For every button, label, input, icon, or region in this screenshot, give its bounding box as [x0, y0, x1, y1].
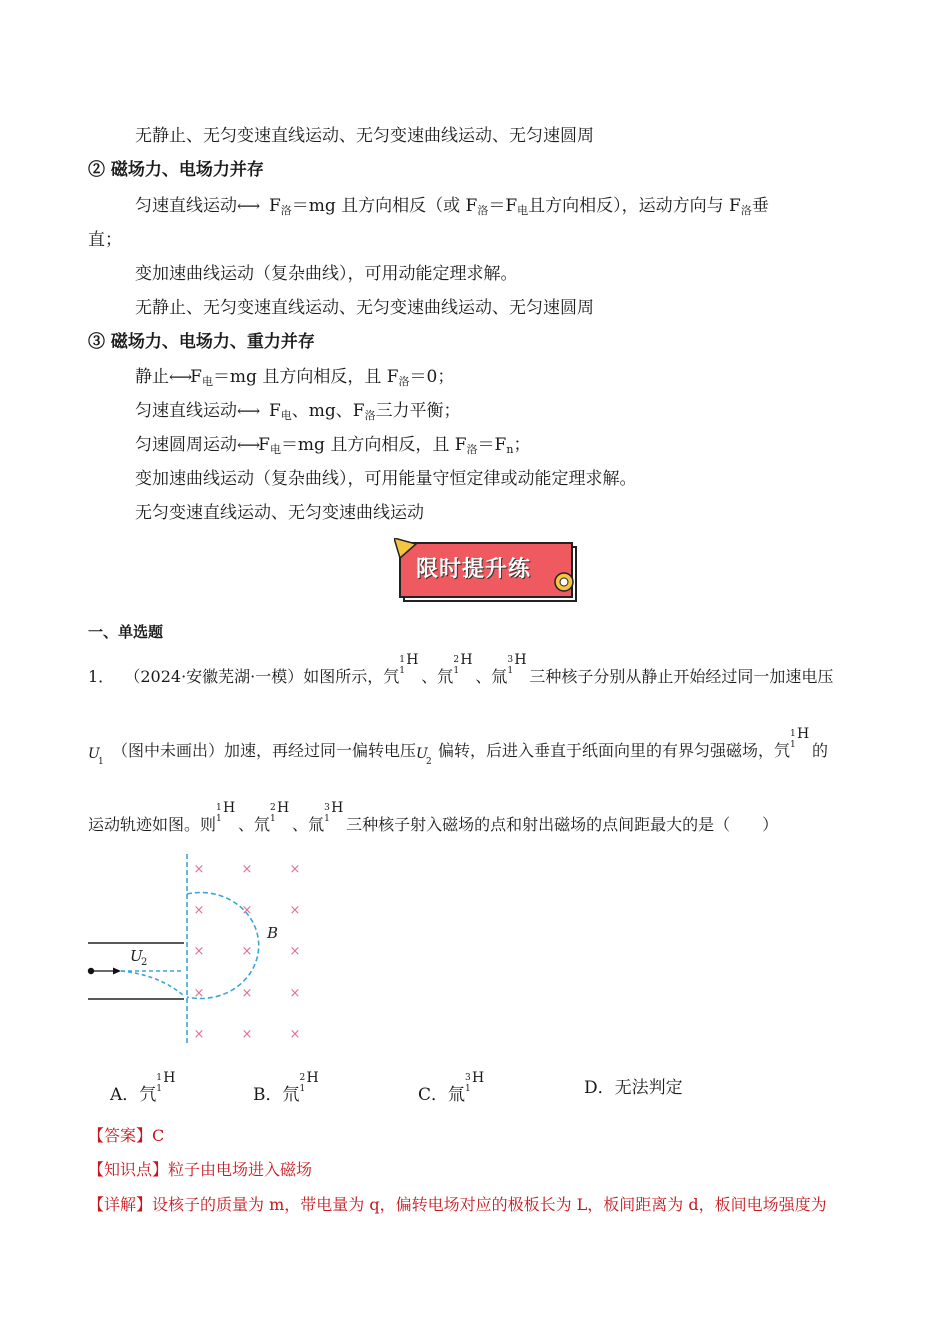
- element-symbol: H: [306, 1070, 319, 1086]
- atomic-number: 1: [299, 1084, 306, 1094]
- intro-line: 无静止、无匀变速直线运动、无匀变速曲线运动、无匀速圆周: [135, 126, 594, 146]
- text: U: [416, 746, 428, 762]
- subscript: 电: [517, 204, 529, 217]
- element-symbol: H: [472, 1070, 485, 1086]
- option-text: 氘: [282, 1085, 300, 1105]
- double-arrow-icon: ←→: [169, 368, 191, 386]
- nuclide-h3: [465, 1070, 487, 1100]
- section-label: 一、单选题: [88, 623, 164, 641]
- detail-line: 【详解】设核子的质量为 m，带电量为 q，偏转电场对应的极板长为 L，板间距离为 d，板间电场强度为: [88, 1195, 827, 1214]
- option-c[interactable]: [418, 1070, 487, 1107]
- option-text: 氚: [448, 1085, 466, 1105]
- text: 、: [292, 815, 309, 834]
- field-cross: ×: [241, 1027, 253, 1042]
- atomic-number: 1: [399, 666, 406, 676]
- nuclide-h2: [270, 800, 292, 830]
- uniform-circular-line: [135, 433, 530, 462]
- option-letter: C．: [418, 1085, 449, 1105]
- text: 垂: [751, 196, 769, 216]
- text: F: [190, 367, 202, 387]
- text: 静止: [135, 367, 169, 387]
- subscript: 2: [426, 757, 432, 767]
- question-line-1: [88, 652, 834, 689]
- velocity-arrow-icon: [113, 968, 121, 975]
- subscript: 电: [280, 409, 292, 422]
- none-motion-line: 无静止、无匀变速直线运动、无匀变速曲线运动、无匀速圆周: [135, 298, 594, 318]
- nuclide-h3: [324, 800, 346, 830]
- energy-line: 变加速曲线运动（复杂曲线），可用能量守恒定律或动能定理求解。: [135, 469, 637, 489]
- question-number: 1．: [88, 667, 115, 686]
- mass-number: 1: [790, 729, 796, 739]
- element-symbol: H: [406, 652, 419, 668]
- text: 、: [421, 667, 438, 686]
- option-letter: A．: [110, 1085, 140, 1105]
- text: 匀速直线运动: [135, 401, 237, 421]
- text: 、mg、F: [291, 401, 365, 421]
- field-cross: ×: [289, 986, 301, 1001]
- subscript: 电: [201, 375, 213, 388]
- mass-number: 1: [156, 1073, 163, 1083]
- double-arrow-icon: ←→: [237, 402, 259, 420]
- knowledge-line: 【知识点】粒子由电场进入磁场: [88, 1160, 313, 1179]
- text: F: [258, 435, 270, 455]
- double-arrow-icon: ←→: [237, 197, 259, 215]
- subscript: n: [506, 443, 514, 456]
- element-symbol: H: [277, 800, 290, 816]
- mass-number: 2: [270, 803, 276, 813]
- mass-number: 3: [324, 803, 330, 813]
- deflected-path: [121, 971, 184, 996]
- text: ＝mg 且方向相反（或 F: [291, 196, 478, 216]
- text: 匀速直线运动: [135, 196, 237, 216]
- option-d[interactable]: [584, 1076, 683, 1100]
- mass-number: 1: [216, 803, 222, 813]
- element-symbol: H: [514, 652, 527, 668]
- field-crosses: [194, 862, 301, 1042]
- field-cross: ×: [289, 903, 301, 918]
- double-arrow-icon: ←→: [237, 436, 259, 454]
- uniform-linear-line: [135, 399, 461, 428]
- text: 三种核子分别从静止开始经过同一加速电压: [529, 667, 834, 686]
- element-symbol: H: [163, 1070, 176, 1086]
- option-text: 无法判定: [614, 1078, 683, 1098]
- field-cross: ×: [241, 903, 253, 918]
- field-cross: ×: [289, 944, 301, 959]
- atomic-number: 1: [453, 666, 460, 676]
- text: 、: [238, 815, 255, 834]
- option-letter: B．: [253, 1085, 283, 1105]
- field-cross: ×: [241, 986, 253, 1001]
- nuclide-h1: [399, 652, 421, 682]
- atomic-number: 1: [465, 1084, 471, 1094]
- text: F: [268, 401, 281, 421]
- element-symbol: H: [223, 800, 236, 816]
- text: ＝mg 且方向相反，且 F: [280, 435, 467, 455]
- atomic-number: 1: [790, 740, 796, 750]
- option-b[interactable]: [253, 1070, 322, 1107]
- text: 氚: [308, 815, 325, 834]
- atomic-number: 1: [270, 814, 276, 824]
- option-letter: D．: [584, 1078, 615, 1098]
- text: 偏转，后进入垂直于纸面向里的有界匀强磁场，: [438, 741, 775, 760]
- wrap-line: 直；: [88, 230, 122, 250]
- field-cross: ×: [193, 986, 205, 1001]
- text: 氕: [774, 741, 791, 760]
- text: ＝0；: [409, 367, 455, 387]
- field-cross: ×: [241, 944, 253, 959]
- atomic-number: 1: [324, 814, 330, 824]
- text: 氘: [437, 667, 454, 686]
- nuclide-h2: [299, 1070, 322, 1100]
- text: 、: [475, 667, 492, 686]
- subscript: 电: [269, 443, 281, 456]
- mass-number: 3: [465, 1073, 471, 1083]
- text: F: [268, 196, 281, 216]
- subscript: 洛: [477, 204, 489, 217]
- text: ；: [513, 435, 531, 455]
- text: （2024·安徽芜湖·一模）如图所示，: [124, 667, 384, 686]
- variable-curve-line: 变加速曲线运动（复杂曲线），可用动能定理求解。: [135, 264, 518, 284]
- field-cross: ×: [289, 1027, 301, 1042]
- text: 三种核子射入磁场的点和射出磁场的点间距最大的是（ ）: [346, 815, 779, 834]
- nuclide-h3: [507, 652, 529, 682]
- nuclide-h1: [156, 1070, 178, 1100]
- field-cross: ×: [193, 862, 205, 877]
- magnetic-field-figure: [80, 850, 320, 1050]
- static-line: [135, 365, 454, 394]
- subscript: 1: [98, 757, 104, 767]
- text: ＝F: [477, 435, 507, 455]
- text: （图中未画出）加速，再经过同一偏转电压: [112, 741, 417, 760]
- banner-title: 限时提升练: [416, 557, 532, 582]
- b-label: B: [267, 924, 279, 942]
- nuclide-h1: [790, 726, 812, 756]
- text: 三力平衡；: [375, 401, 461, 421]
- nuclide-h1: [216, 800, 238, 830]
- text: ＝mg 且方向相反，且 F: [212, 367, 399, 387]
- mass-number: 3: [507, 655, 514, 665]
- text: ＝F: [488, 196, 518, 216]
- subscript: 洛: [398, 375, 410, 388]
- text: 的: [812, 741, 829, 760]
- heading-three-forces: ③ 磁场力、电场力、重力并存: [88, 332, 315, 352]
- uniform-linear-motion-line: [135, 194, 769, 223]
- question-line-2: [88, 726, 829, 767]
- element-symbol: H: [331, 800, 344, 816]
- mass-number: 1: [399, 655, 406, 665]
- subscript: 洛: [740, 204, 752, 217]
- text: 且方向相反），运动方向与 F: [528, 196, 741, 216]
- field-cross: ×: [241, 862, 253, 877]
- atomic-number: 1: [507, 666, 514, 676]
- text: 匀速圆周运动: [135, 435, 237, 455]
- field-cross: ×: [193, 944, 205, 959]
- u-label: U: [130, 947, 143, 965]
- element-symbol: H: [460, 652, 473, 668]
- subscript: 洛: [466, 443, 478, 456]
- text: 运动轨迹如图。则: [88, 815, 217, 834]
- nuclide-h2: [453, 652, 475, 682]
- field-cross: ×: [193, 903, 205, 918]
- field-cross: ×: [193, 1027, 205, 1042]
- practice-banner: [394, 538, 580, 604]
- subscript: 洛: [280, 204, 292, 217]
- atomic-number: 1: [156, 1084, 163, 1094]
- atomic-number: 1: [216, 814, 222, 824]
- text: 氕: [383, 667, 400, 686]
- source-dot: [88, 968, 94, 974]
- mass-number: 2: [453, 655, 460, 665]
- question-line-3: [88, 800, 779, 837]
- option-a[interactable]: [110, 1070, 178, 1107]
- text: 氘: [254, 815, 271, 834]
- u-label-sub: 2: [141, 957, 148, 968]
- subscript: 洛: [364, 409, 376, 422]
- option-text: 氕: [139, 1085, 157, 1105]
- heading-magnetic-electric: ② 磁场力、电场力并存: [88, 160, 264, 180]
- text: U: [88, 746, 100, 762]
- answer-line: 【答案】C: [88, 1126, 165, 1145]
- no-uniform-accel-line: 无匀变速直线运动、无匀变速曲线运动: [135, 503, 424, 523]
- element-symbol: H: [797, 726, 810, 742]
- mass-number: 2: [299, 1073, 306, 1083]
- text: 氚: [491, 667, 508, 686]
- field-cross: ×: [289, 862, 301, 877]
